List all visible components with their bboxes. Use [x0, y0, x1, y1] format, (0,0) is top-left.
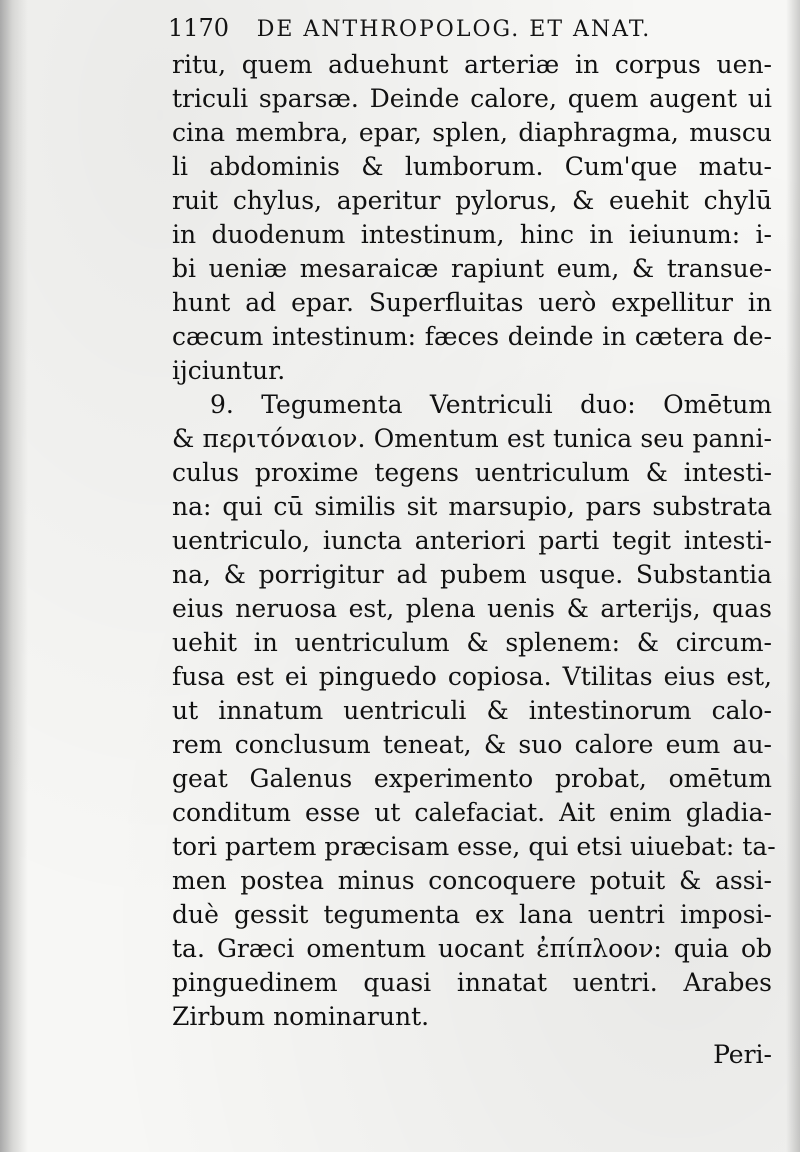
text-line: uehit in uentriculum & splenem: & circum- [172, 628, 772, 657]
text-line: ut innatum uentriculi & intestinorum calo- [172, 696, 772, 725]
text-line: fusa est ei pinguedo copiosa. Vtilitas eius est, [172, 662, 772, 691]
body-text [172, 48, 776, 1072]
text-line: geat Galenus experimento probat, omētum [172, 764, 772, 793]
text-line: men postea minus concoquere potuit & assi- [172, 866, 772, 895]
text-line: pinguedinem quasi innatat uentri. Arabes [172, 968, 772, 997]
page-edge-shadow [786, 0, 800, 1152]
text-line: & περιτόναιον. Omentum est tunica seu panni- [172, 424, 772, 453]
text-line: ruit chylus, aperitur pylorus, & euehit chylū [172, 186, 772, 215]
text-line: na, & porrigitur ad pubem usque. Substantia [172, 560, 772, 589]
text-line: culus proxime tegens uentriculum & intesti- [172, 458, 772, 487]
text-line: na: qui cū similis sit marsupio, pars substrata [172, 492, 772, 521]
text-line: uentriculo, iuncta anteriori parti tegit intesti- [172, 526, 772, 555]
text-line: rem conclusum teneat, & suo calore eum au- [172, 730, 772, 759]
text-line: Zirbum nominarunt. [172, 1002, 430, 1031]
text-line: cina membra, epar, splen, diaphragma, muscu [172, 118, 772, 147]
text-line: tori partem præcisam esse, qui etsi uiuebat: ta- [172, 832, 776, 861]
running-head: DE ANTHROPOLOG. ET ANAT. [256, 17, 652, 42]
page-header [168, 14, 768, 42]
text-line: bi ueniæ mesaraicæ rapiunt eum, & transue- [172, 254, 772, 283]
catchword: Peri- [713, 1040, 772, 1069]
text-line: duè gessit tegumenta ex lana uentri imposi- [172, 900, 772, 929]
text-line: conditum esse ut calefaciat. Ait enim gladia- [172, 798, 772, 827]
section-heading-line: 9. Tegumenta Ventriculi duo: Omētum [210, 390, 772, 419]
text-line: hunt ad epar. Superfluitas uerò expellitur in [172, 288, 772, 317]
text-line: triculi sparsæ. Deinde calore, quem augent ui [172, 84, 772, 113]
text-line: in duodenum intestinum, hinc in ieiunum: i- [172, 220, 772, 249]
text-line: eius neruosa est, plena uenis & arterijs, quas [172, 594, 772, 623]
page-gutter-shadow [0, 0, 28, 1152]
text-line: ijciuntur. [172, 356, 286, 385]
text-line: li abdominis & lumborum. Cum'que matu- [172, 152, 772, 181]
text-line: ritu, quem aduehunt arteriæ in corpus uen- [172, 50, 772, 79]
text-line: ta. Græci omentum uocant ἐπίπλοον: quia ob [172, 934, 772, 963]
page-number: 1170 [168, 14, 230, 42]
text-line: cæcum intestinum: fæces deinde in cætera de- [172, 322, 772, 351]
